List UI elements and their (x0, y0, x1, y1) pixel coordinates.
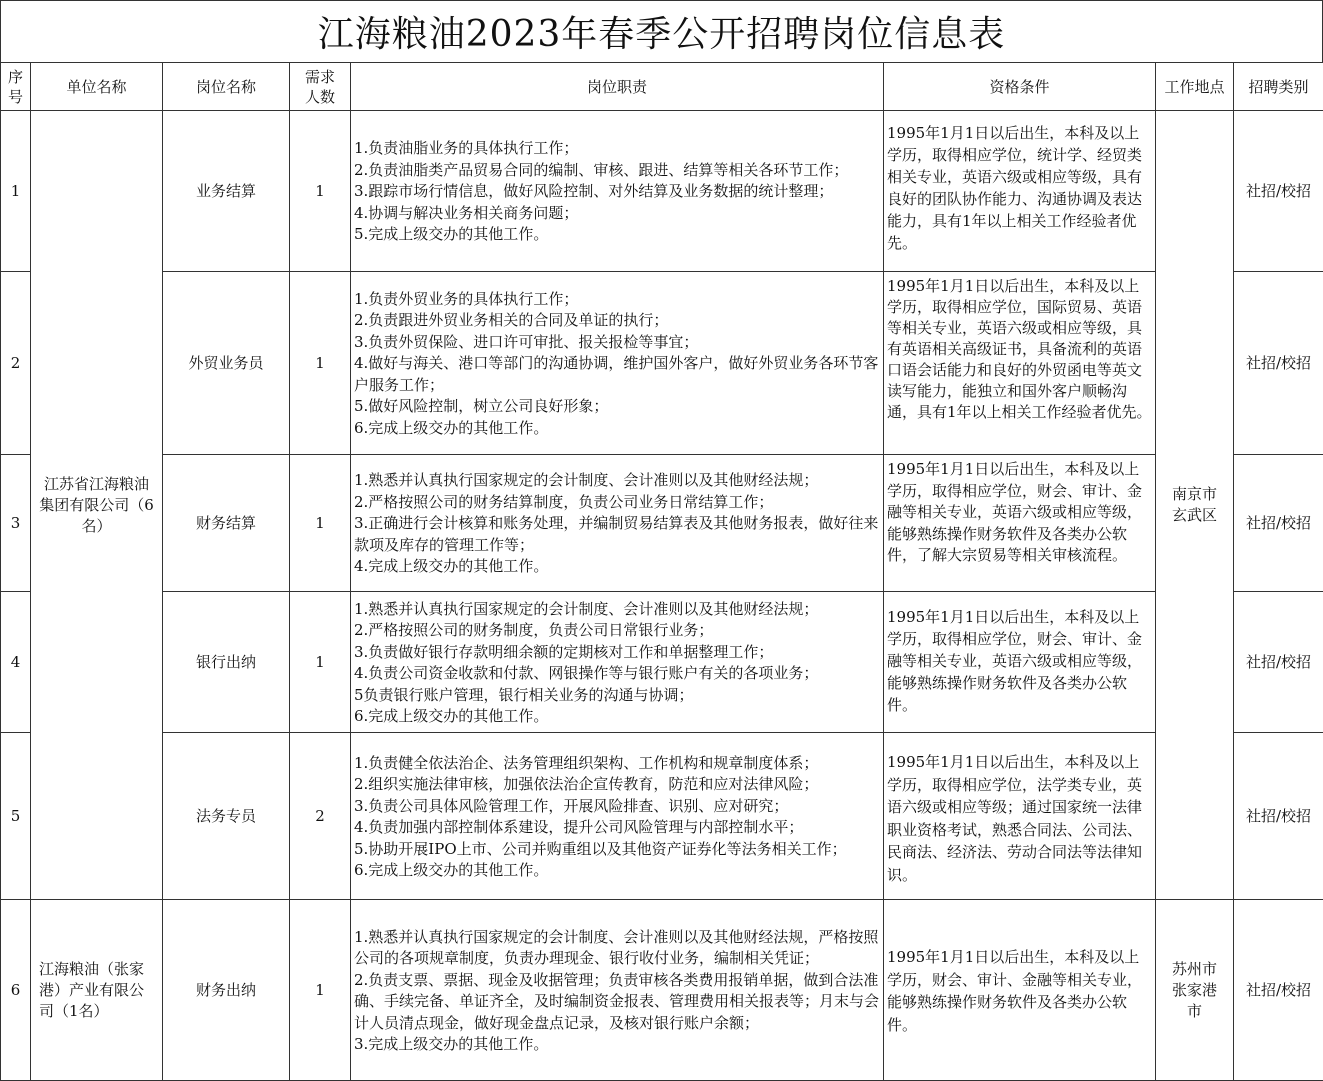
row-count: 1 (290, 272, 351, 455)
row-duties (351, 733, 884, 900)
duty-item: 3.负责外贸保险、进口许可审批、报关报检等事宜； (354, 332, 699, 351)
header-duties: 岗位职责 (351, 63, 884, 111)
row-count: 1 (290, 900, 351, 1081)
row-qualification: 1995年1月1日以后出生，本科及以上学历，取得相应学位，国际贸易、英语等相关专业，英语六级或相应等级，具有英语相关高级证书，具备流利的英语口语会话能力和良好的外贸函电等英文读写能力，能独立和国外客户顺畅沟通，具有1年以上相关工作经验者优先。 (884, 272, 1156, 455)
header-qualifications: 资格条件 (884, 63, 1156, 111)
row-seq: 2 (1, 272, 31, 455)
duty-item: 5.协助开展IPO上市、公司并购重组以及其他资产证券化等法务相关工作； (354, 839, 847, 858)
duty-item: 3.正确进行会计核算和账务处理，并编制贸易结算表及其他财务报表，做好往来款项及库存的管理工作等； (354, 514, 879, 554)
row-duties (351, 592, 884, 733)
header-count: 需求人数 (290, 63, 351, 111)
duty-item: 5.完成上级交办的其他工作。 (354, 225, 549, 244)
duty-item: 1.负责健全依法治企、法务管理组织架构、工作机构和规章制度体系； (354, 753, 819, 772)
row-qualification: 1995年1月1日以后出生，本科及以上学历，取得相应学位，财会、审计、金融等相关专业，英语六级或相应等级，能够熟练操作财务软件及各类办公软件，了解大宗贸易等相关审核流程。 (884, 455, 1156, 592)
duty-item: 5.做好风险控制，树立公司良好形象； (354, 397, 609, 416)
duty-item: 2.严格按照公司的财务制度，负责公司日常银行业务； (354, 621, 714, 639)
duty-item: 4.完成上级交办的其他工作。 (354, 557, 549, 576)
duty-item: 3.负责公司具体风险管理工作，开展风险排查、识别、应对研究； (354, 796, 789, 815)
duty-item: 4.协调与解决业务相关商务问题； (354, 203, 579, 222)
page-title: 江海粮油2023年春季公开招聘岗位信息表 (0, 0, 1323, 62)
row-duties (351, 272, 884, 455)
duty-item: 1.负责油脂业务的具体执行工作； (354, 139, 579, 158)
duty-item: 5负责银行账户管理，银行相关业务的沟通与协调； (354, 685, 694, 704)
duty-item: 1.负责外贸业务的具体执行工作； (354, 289, 579, 308)
row-position: 财务出纳 (163, 900, 290, 1081)
row-category: 社招/校招 (1234, 111, 1323, 272)
row-qualification: 1995年1月1日以后出生，本科及以上学历，取得相应学位，法学类专业，英语六级或相应等级；通过国家统一法律职业资格考试，熟悉合同法、公司法、民商法、经济法、劳动合同法等法律知识。 (884, 733, 1156, 900)
row-seq: 4 (1, 592, 31, 733)
unit-name: 江海粮油（张家港）产业有限公司（1名） (31, 900, 163, 1081)
table-row (1, 272, 1323, 455)
row-duties (351, 111, 884, 272)
header-location: 工作地点 (1156, 63, 1234, 111)
table-row (1, 900, 1323, 1081)
row-category: 社招/校招 (1234, 900, 1323, 1081)
work-location: 苏州市张家港市 (1156, 900, 1234, 1081)
row-category: 社招/校招 (1234, 592, 1323, 733)
table-header-row (1, 63, 1323, 111)
duty-item: 2.严格按照公司的财务结算制度，负责公司业务日常结算工作； (354, 492, 774, 511)
row-category: 社招/校招 (1234, 272, 1323, 455)
row-position: 法务专员 (163, 733, 290, 900)
row-seq: 6 (1, 900, 31, 1081)
table-row (1, 111, 1323, 272)
row-qualification: 1995年1月1日以后出生，本科及以上学历，取得相应学位，统计学、经贸类相关专业，英语六级或相应等级，具有良好的团队协作能力、沟通协调及表达能力，具有1年以上相关工作经验者优先。 (884, 111, 1156, 272)
duty-item: 1.熟悉并认真执行国家规定的会计制度、会计准则以及其他财经法规，严格按照公司的各项规章制度，负责办理现金、银行收付业务，编制相关凭证； (354, 927, 879, 967)
duty-item: 3.负责做好银行存款明细余额的定期核对工作和单据整理工作； (354, 642, 774, 661)
header-seq: 序号 (1, 63, 31, 111)
row-count: 2 (290, 733, 351, 900)
row-position: 财务结算 (163, 455, 290, 592)
duty-item: 6.完成上级交办的其他工作。 (354, 707, 549, 725)
unit-name: 江苏省江海粮油集团有限公司（6名） (31, 111, 163, 900)
row-count: 1 (290, 455, 351, 592)
row-seq: 5 (1, 733, 31, 900)
duty-item: 3.跟踪市场行情信息，做好风险控制、对外结算及业务数据的统计整理； (354, 182, 834, 201)
row-category: 社招/校招 (1234, 733, 1323, 900)
row-seq: 1 (1, 111, 31, 272)
table-row (1, 455, 1323, 592)
duty-item: 2.负责油脂类产品贸易合同的编制、审核、跟进、结算等相关各环节工作； (354, 160, 849, 179)
duty-item: 4.做好与海关、港口等部门的沟通协调，维护国外客户，做好外贸业务各环节客户服务工作； (354, 354, 879, 394)
recruitment-table (0, 62, 1323, 1081)
work-location: 南京市玄武区 (1156, 111, 1234, 900)
row-qualification: 1995年1月1日以后出生，本科及以上学历，取得相应学位，财会、审计、金融等相关专业，英语六级或相应等级，能够熟练操作财务软件及各类办公软件。 (884, 592, 1156, 733)
row-position: 银行出纳 (163, 592, 290, 733)
duty-item: 6.完成上级交办的其他工作。 (354, 861, 549, 879)
header-unit: 单位名称 (31, 63, 163, 111)
duty-item: 2.组织实施法律审核，加强依法治企宣传教育，防范和应对法律风险； (354, 775, 819, 793)
row-duties (351, 455, 884, 592)
row-count: 1 (290, 111, 351, 272)
duty-item: 2.负责跟进外贸业务相关的合同及单证的执行； (354, 311, 669, 330)
row-category: 社招/校招 (1234, 455, 1323, 592)
row-duties (351, 900, 884, 1081)
table-row (1, 733, 1323, 900)
duty-item: 6.完成上级交办的其他工作。 (354, 418, 549, 437)
header-position: 岗位名称 (163, 63, 290, 111)
duty-item: 1.熟悉并认真执行国家规定的会计制度、会计准则以及其他财经法规； (354, 471, 819, 490)
row-position: 业务结算 (163, 111, 290, 272)
duty-item: 4.负责公司资金收款和付款、网银操作等与银行账户有关的各项业务； (354, 664, 819, 682)
header-category: 招聘类别 (1234, 63, 1323, 111)
duty-item: 1.熟悉并认真执行国家规定的会计制度、会计准则以及其他财经法规； (354, 599, 819, 618)
row-qualification: 1995年1月1日以后出生，本科及以上学历，财会、审计、金融等相关专业，能够熟练操作财务软件及各类办公软件。 (884, 900, 1156, 1081)
duty-item: 4.负责加强内部控制体系建设，提升公司风险管理与内部控制水平； (354, 818, 804, 836)
duty-item: 2.负责支票、票据、现金及收据管理；负责审核各类费用报销单据，做到合法准确、手续完备、单证齐全，及时编制资金报表、管理费用相关报表等；月末与会计人员清点现金，做好现金盘点记录，及核对银行账户余额； (354, 970, 880, 1032)
row-position: 外贸业务员 (163, 272, 290, 455)
row-count: 1 (290, 592, 351, 733)
row-seq: 3 (1, 455, 31, 592)
duty-item: 3.完成上级交办的其他工作。 (354, 1035, 549, 1053)
table-row (1, 592, 1323, 733)
